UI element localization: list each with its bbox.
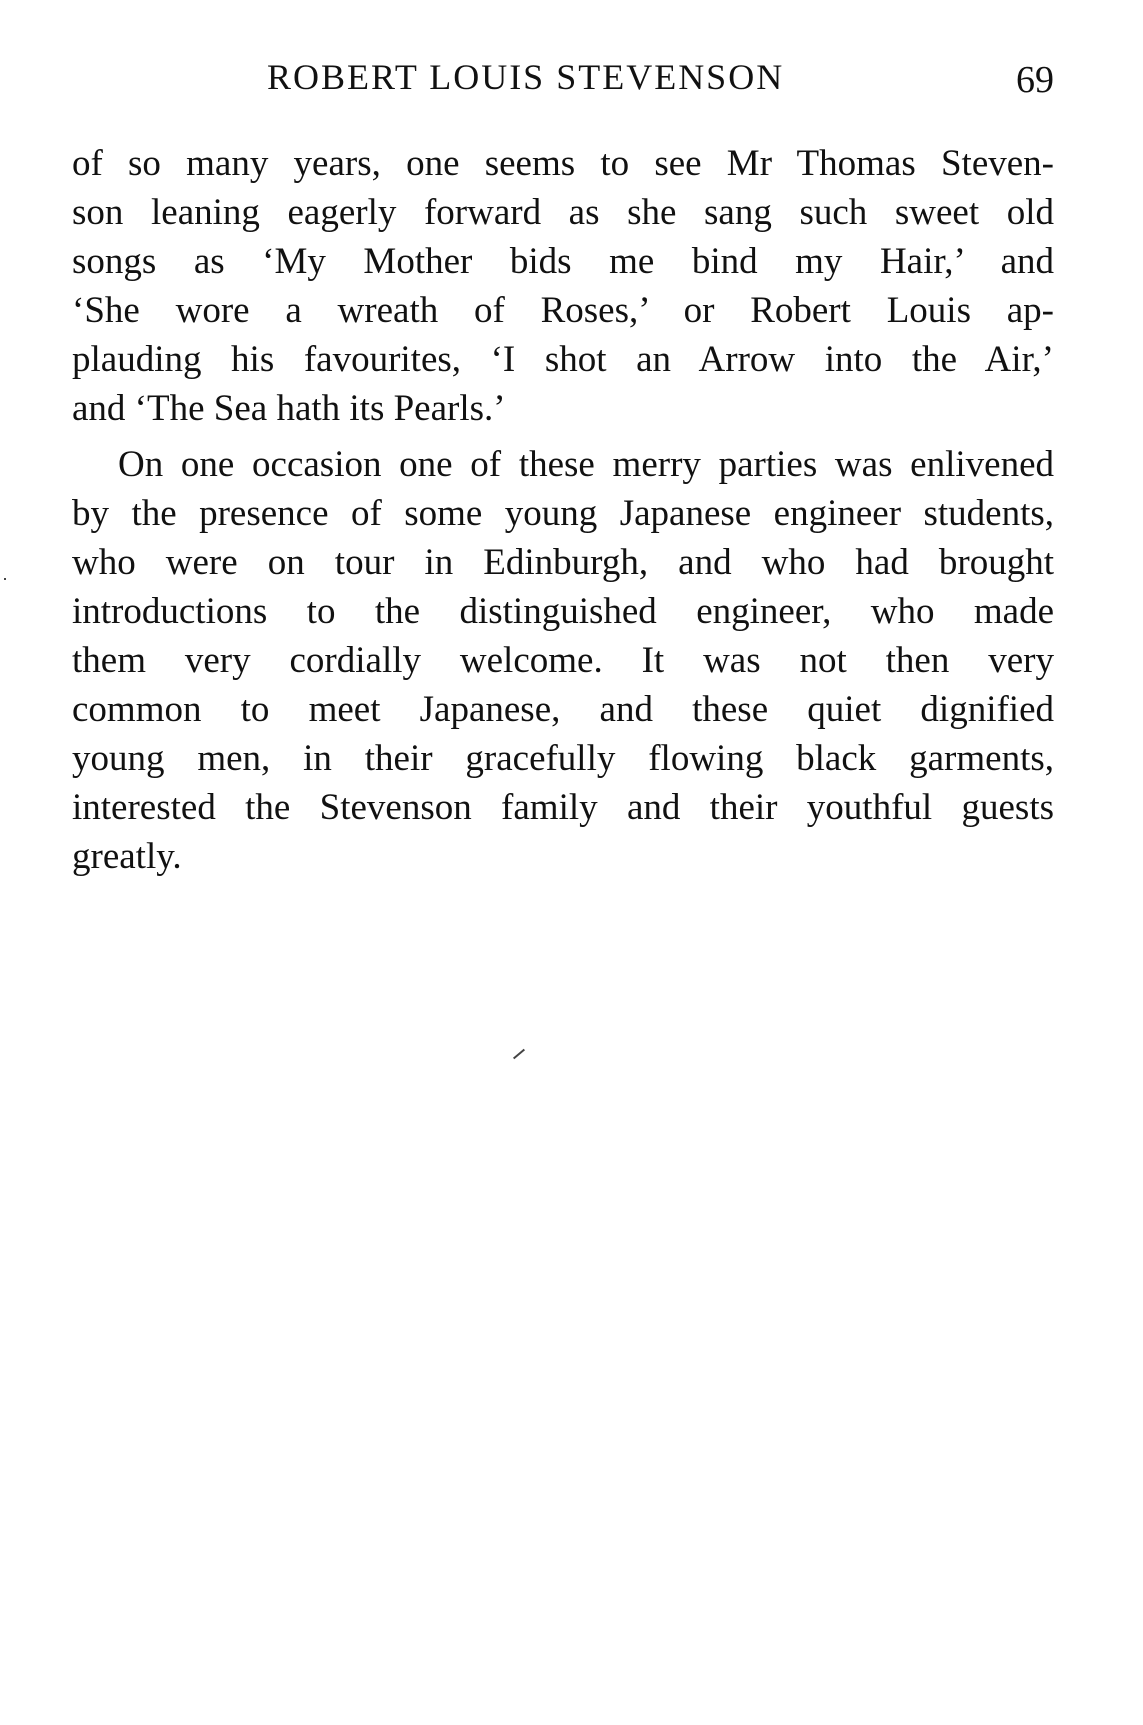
text-line: interested the Stevenson family and their youthful guests xyxy=(72,787,1054,828)
text-line: young men, in their gracefully flowing black garments, xyxy=(72,738,1054,779)
ink-speck xyxy=(4,578,6,580)
paragraph-1 xyxy=(72,139,1054,433)
text-line: of so many years, one seems to see Mr Thomas Steven- xyxy=(72,143,1054,184)
text-line: songs as ‘My Mother bids me bind my Hair,’ and xyxy=(72,241,1054,282)
paragraph-2 xyxy=(72,440,1054,881)
text-line: them very cordially welcome. It was not then very xyxy=(72,640,1054,681)
page-number: 69 xyxy=(1016,59,1054,101)
running-head xyxy=(72,56,1054,106)
text-line: common to meet Japanese, and these quiet dignified xyxy=(72,689,1054,730)
text-line: introductions to the distinguished engineer, who made xyxy=(72,591,1054,632)
text-line: ‘She wore a wreath of Roses,’ or Robert Louis ap- xyxy=(72,290,1054,331)
running-head-title: ROBERT LOUIS STEVENSON xyxy=(267,57,785,97)
body-text xyxy=(72,139,1054,881)
text-line: On one occasion one of these merry parties was enlivened xyxy=(118,444,1054,485)
ink-speck xyxy=(513,1049,525,1060)
text-line: by the presence of some young Japanese engineer students, xyxy=(72,493,1054,534)
text-line: greatly. xyxy=(72,836,182,877)
text-line: plauding his favourites, ‘I shot an Arrow into the Air,’ xyxy=(72,339,1054,380)
text-line: son leaning eagerly forward as she sang such sweet old xyxy=(72,192,1054,233)
text-line: and ‘The Sea hath its Pearls.’ xyxy=(72,388,506,429)
text-line: who were on tour in Edinburgh, and who had brought xyxy=(72,542,1054,583)
